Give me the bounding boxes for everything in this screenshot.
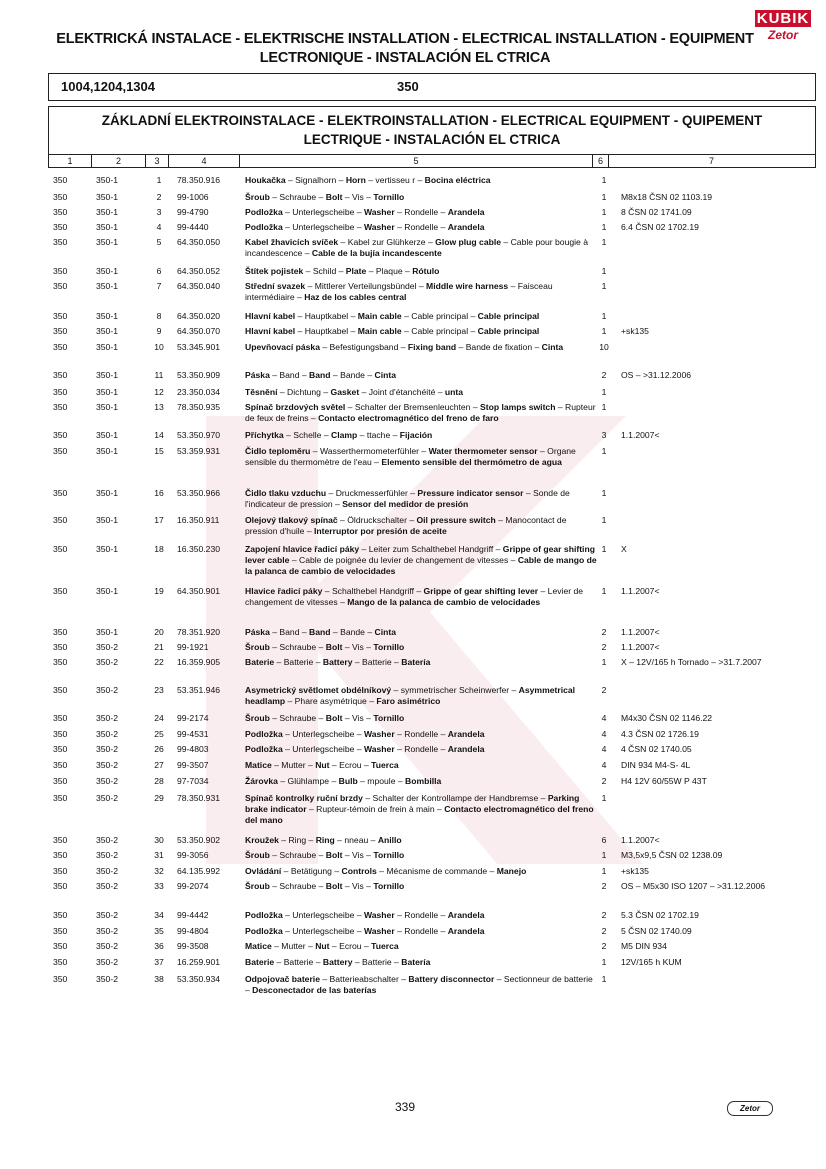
cell-description: Podložka – Unterlegscheibe – Washer – Rondelle – Arandela <box>245 926 485 936</box>
cell-note: 4.3 ČSN 02 1726.19 <box>621 729 699 739</box>
cell-position: 12 <box>154 387 164 397</box>
cell-part-number: 99-4804 <box>177 926 209 936</box>
cell-group: 350 <box>53 926 68 936</box>
cell-quantity: 1 <box>601 793 607 803</box>
column-header-3: 3 <box>146 155 169 167</box>
cell-description: Střední svazek – Mittlerer Verteilungsbündel – Middle wire harness – Faisceau intermédiaire – Haz de los cables central <box>245 281 553 302</box>
header-title-line1: ELEKTRICKÁ INSTALACE - ELEKTRISCHE INSTALLATION - ELECTRICAL INSTALLATION - EQUIPMENT <box>56 31 754 47</box>
cell-quantity: 1 <box>601 222 607 232</box>
cell-position: 5 <box>156 237 162 247</box>
cell-position: 30 <box>154 835 164 845</box>
cell-description: Kroužek – Ring – Ring – nneau – Anillo <box>245 835 402 845</box>
cell-subgroup: 350-2 <box>96 776 118 786</box>
cell-description: Matice – Mutter – Nut – Ecrou – Tuerca <box>245 941 399 951</box>
cell-note: M3,5x9,5 ČSN 02 1238.09 <box>621 850 723 860</box>
cell-subgroup: 350-2 <box>96 974 118 984</box>
cell-quantity: 1 <box>601 192 607 202</box>
cell-description: Štítek pojistek – Schild – Plate – Plaque – Rótulo <box>245 266 440 276</box>
cell-note: DIN 934 M4-S- 4L <box>621 760 691 770</box>
cell-quantity: 2 <box>601 685 607 695</box>
cell-group: 350 <box>53 627 68 637</box>
cell-part-number: 99-4790 <box>177 207 209 217</box>
cell-group: 350 <box>53 222 68 232</box>
cell-quantity: 4 <box>601 729 607 739</box>
cell-group: 350 <box>53 281 68 291</box>
cell-part-number: 78.350.916 <box>177 175 221 185</box>
cell-note: X – 12V/165 h Tornado – >31.7.2007 <box>621 657 762 667</box>
cell-description: Těsnění – Dichtung – Gasket – Joint d'étanchéité – unta <box>245 387 464 397</box>
section-title-box <box>48 106 816 155</box>
cell-note: +sk135 <box>621 326 649 336</box>
cell-group: 350 <box>53 744 68 754</box>
section-title-line2: LECTRIQUE - INSTALACIÓN EL CTRICA <box>303 132 561 147</box>
cell-part-number: 64.350.901 <box>177 586 221 596</box>
cell-position: 15 <box>154 446 164 456</box>
cell-note: M5 DIN 934 <box>621 941 667 951</box>
cell-part-number: 99-2174 <box>177 713 209 723</box>
cell-quantity: 10 <box>599 342 609 352</box>
cell-group: 350 <box>53 192 68 202</box>
page-number: 339 <box>395 1100 416 1114</box>
cell-quantity: 1 <box>601 657 607 667</box>
cell-subgroup: 350-1 <box>96 237 118 247</box>
cell-group: 350 <box>53 175 68 185</box>
cell-position: 35 <box>154 926 164 936</box>
section-title-line1: ZÁKLADNÍ ELEKTROINSTALACE - ELEKTROINSTALLATION - ELECTRICAL EQUIPMENT - QUIPEMENT <box>101 113 763 128</box>
cell-quantity: 1 <box>601 586 607 596</box>
cell-part-number: 16.350.911 <box>177 515 220 525</box>
cell-description: Podložka – Unterlegscheibe – Washer – Rondelle – Arandela <box>245 910 485 920</box>
cell-position: 31 <box>154 850 164 860</box>
cell-description: Páska – Band – Band – Bande – Cinta <box>245 627 396 637</box>
cell-subgroup: 350-2 <box>96 881 118 891</box>
cell-description: Matice – Mutter – Nut – Ecrou – Tuerca <box>245 760 399 770</box>
cell-part-number: 53.350.934 <box>177 974 221 984</box>
cell-subgroup: 350-1 <box>96 387 118 397</box>
cell-subgroup: 350-1 <box>96 207 118 217</box>
cell-quantity: 2 <box>601 941 607 951</box>
cell-description: Podložka – Unterlegscheibe – Washer – Rondelle – Arandela <box>245 222 485 232</box>
cell-description: Šroub – Schraube – Bolt – Vis – Tornillo <box>245 713 405 723</box>
cell-note: 6.4 ČSN 02 1702.19 <box>621 222 699 232</box>
cell-description: Ovládání – Betätigung – Controls – Mécanisme de commande – Manejo <box>245 866 527 876</box>
cell-group: 350 <box>53 835 68 845</box>
cell-quantity: 2 <box>601 370 607 380</box>
cell-group: 350 <box>53 326 68 336</box>
kubik-zetor-logo <box>755 10 811 46</box>
cell-group: 350 <box>53 850 68 860</box>
cell-group: 350 <box>53 729 68 739</box>
cell-part-number: 99-3508 <box>177 941 209 951</box>
cell-part-number: 64.135.992 <box>177 866 221 876</box>
cell-subgroup: 350-2 <box>96 642 118 652</box>
cell-note: X <box>621 544 627 554</box>
cell-description: Spínač brzdových světel – Schalter der Bremsenleuchten – Stop lamps switch – Rupteur de feux de freins – Contacto electromagnético del freno de faro <box>245 402 596 423</box>
cell-position: 7 <box>156 281 162 291</box>
cell-group: 350 <box>53 881 68 891</box>
cell-position: 24 <box>154 713 164 723</box>
cell-group: 350 <box>53 793 68 803</box>
cell-group: 350 <box>53 430 68 440</box>
cell-description: Páska – Band – Band – Bande – Cinta <box>245 370 396 380</box>
cell-group: 350 <box>53 207 68 217</box>
cell-note: OS – M5x30 ISO 1207 – >31.12.2006 <box>621 881 766 891</box>
cell-group: 350 <box>53 642 68 652</box>
cell-part-number: 99-3056 <box>177 850 209 860</box>
cell-subgroup: 350-1 <box>96 430 118 440</box>
cell-subgroup: 350-1 <box>96 342 118 352</box>
cell-description: Hlavní kabel – Hauptkabel – Main cable – Cable principal – Cable principal <box>245 326 540 336</box>
cell-note: 8 ČSN 02 1741.09 <box>621 207 692 217</box>
column-header-1: 1 <box>49 155 92 167</box>
cell-position: 37 <box>154 957 164 967</box>
cell-description: Šroub – Schraube – Bolt – Vis – Tornillo <box>245 850 405 860</box>
cell-note: M4x30 ČSN 02 1146.22 <box>621 713 713 723</box>
group-number: 350 <box>397 79 419 94</box>
cell-subgroup: 350-2 <box>96 957 118 967</box>
cell-quantity: 2 <box>601 926 607 936</box>
cell-note: 1.1.2007< <box>621 430 660 440</box>
cell-description: Podložka – Unterlegscheibe – Washer – Rondelle – Arandela <box>245 207 485 217</box>
cell-part-number: 53.350.909 <box>177 370 221 380</box>
cell-note: 1.1.2007< <box>621 627 660 637</box>
cell-description: Upevňovací páska – Befestigungsband – Fixing band – Bande de fixation – Cinta <box>245 342 564 352</box>
cell-group: 350 <box>53 488 68 498</box>
cell-quantity: 1 <box>601 974 607 984</box>
cell-subgroup: 350-1 <box>96 488 118 498</box>
cell-position: 11 <box>154 370 164 380</box>
cell-subgroup: 350-2 <box>96 729 118 739</box>
cell-subgroup: 350-2 <box>96 685 118 695</box>
cell-quantity: 1 <box>601 175 607 185</box>
cell-group: 350 <box>53 237 68 247</box>
cell-quantity: 1 <box>601 207 607 217</box>
cell-subgroup: 350-2 <box>96 910 118 920</box>
cell-part-number: 53.350.970 <box>177 430 221 440</box>
cell-part-number: 99-4442 <box>177 910 209 920</box>
cell-subgroup: 350-1 <box>96 544 118 554</box>
cell-part-number: 64.350.070 <box>177 326 221 336</box>
cell-position: 9 <box>156 326 162 336</box>
cell-group: 350 <box>53 713 68 723</box>
column-header-7: 7 <box>708 156 714 166</box>
cell-group: 350 <box>53 685 68 695</box>
cell-part-number: 78.350.935 <box>177 402 221 412</box>
header-title-line2: LECTRONIQUE - INSTALACIÓN EL CTRICA <box>259 50 551 66</box>
cell-quantity: 1 <box>601 402 607 412</box>
cell-quantity: 2 <box>601 910 607 920</box>
cell-position: 3 <box>156 207 162 217</box>
cell-position: 2 <box>156 192 162 202</box>
cell-position: 28 <box>154 776 164 786</box>
cell-part-number: 16.350.230 <box>177 544 221 554</box>
cell-description: Baterie – Batterie – Battery – Batterie – Batería <box>245 957 431 967</box>
cell-subgroup: 350-2 <box>96 657 118 667</box>
cell-note: 5 ČSN 02 1740.09 <box>621 926 692 936</box>
cell-subgroup: 350-2 <box>96 835 118 845</box>
cell-description: Baterie – Batterie – Battery – Batterie – Batería <box>245 657 431 667</box>
cell-group: 350 <box>53 515 68 525</box>
cell-position: 17 <box>154 515 164 525</box>
zetor-logo-text: Zetor <box>768 28 798 42</box>
cell-part-number: 16.359.905 <box>177 657 221 667</box>
cell-note: +sk135 <box>621 866 649 876</box>
cell-quantity: 1 <box>601 850 607 860</box>
cell-position: 14 <box>154 430 164 440</box>
cell-description: Podložka – Unterlegscheibe – Washer – Rondelle – Arandela <box>245 729 485 739</box>
cell-position: 33 <box>154 881 164 891</box>
cell-part-number: 53.359.931 <box>177 446 221 456</box>
cell-description: Zapojení hlavice řadicí páky – Leiter zum Schalthebel Handgriff – Grippe of gear shifting lever cable – Cable de poignée du levier de changement de vitesses – Cable de mango de la palanca de cambio de velocidades <box>245 544 597 576</box>
cell-description: Šroub – Schraube – Bolt – Vis – Tornillo <box>245 642 405 652</box>
cell-quantity: 1 <box>601 446 607 456</box>
cell-subgroup: 350-1 <box>96 222 118 232</box>
cell-part-number: 99-4531 <box>177 729 209 739</box>
cell-description: Spínač kontrolky ruční brzdy – Schalter der Kontrollampe der Handbremse – Parking brake indicator – Rupteur-témoin de frein à main – Contacto electromagnético del freno del mano <box>245 793 594 825</box>
cell-group: 350 <box>53 370 68 380</box>
cell-part-number: 23.350.034 <box>177 387 221 397</box>
cell-note: OS – >31.12.2006 <box>621 370 692 380</box>
cell-part-number: 99-3507 <box>177 760 209 770</box>
cell-position: 1 <box>156 175 162 185</box>
cell-group: 350 <box>53 311 68 321</box>
cell-part-number: 99-1006 <box>177 192 209 202</box>
cell-position: 25 <box>154 729 164 739</box>
cell-subgroup: 350-2 <box>96 926 118 936</box>
cell-description: Příchytka – Schelle – Clamp – ttache – Fijación <box>245 430 433 440</box>
cell-note: 1.1.2007< <box>621 586 660 596</box>
cell-position: 23 <box>154 685 164 695</box>
kubik-logo-text: KUBIK <box>756 10 810 27</box>
cell-subgroup: 350-1 <box>96 266 118 276</box>
cell-note: 1.1.2007< <box>621 835 660 845</box>
cell-part-number: 64.350.040 <box>177 281 221 291</box>
cell-description: Asymetrický světlomet obdélníkový – symmetrischer Scheinwerfer – Asymmetrical headlamp – Phare asymétrique – Faro asimétrico <box>245 685 576 706</box>
models-label: 1004,1204,1304 <box>61 79 155 94</box>
cell-description: Čidlo tlaku vzduchu – Druckmesserfühler – Pressure indicator sensor – Sonde de l'indicateur de pression – Sensor del medidor de presión <box>245 488 570 509</box>
cell-quantity: 2 <box>601 881 607 891</box>
cell-quantity: 4 <box>601 744 607 754</box>
cell-subgroup: 350-2 <box>96 760 118 770</box>
cell-subgroup: 350-1 <box>96 192 118 202</box>
cell-group: 350 <box>53 866 68 876</box>
cell-subgroup: 350-1 <box>96 627 118 637</box>
cell-group: 350 <box>53 266 68 276</box>
cell-position: 26 <box>154 744 164 754</box>
cell-quantity: 1 <box>601 266 607 276</box>
cell-group: 350 <box>53 342 68 352</box>
cell-quantity: 4 <box>601 760 607 770</box>
cell-description: Houkačka – Signalhorn – Horn – vertisseu r – Bocina eléctrica <box>245 175 491 185</box>
cell-note: H4 12V 60/55W P 43T <box>621 776 707 786</box>
cell-subgroup: 350-2 <box>96 793 118 803</box>
cell-note: 5.3 ČSN 02 1702.19 <box>621 910 699 920</box>
cell-group: 350 <box>53 544 68 554</box>
cell-quantity: 1 <box>601 957 607 967</box>
cell-group: 350 <box>53 941 68 951</box>
column-header-4: 4 <box>169 155 240 167</box>
cell-subgroup: 350-1 <box>96 515 118 525</box>
column-header-2: 2 <box>92 155 146 167</box>
cell-subgroup: 350-2 <box>96 744 118 754</box>
cell-quantity: 6 <box>601 835 607 845</box>
column-header-row <box>48 154 816 168</box>
cell-quantity: 1 <box>601 281 607 291</box>
cell-position: 36 <box>154 941 164 951</box>
cell-position: 38 <box>154 974 164 984</box>
cell-description: Podložka – Unterlegscheibe – Washer – Rondelle – Arandela <box>245 744 485 754</box>
cell-part-number: 53.350.902 <box>177 835 221 845</box>
cell-part-number: 64.350.050 <box>177 237 221 247</box>
cell-description: Hlavní kabel – Hauptkabel – Main cable – Cable principal – Cable principal <box>245 311 540 321</box>
cell-part-number: 99-4803 <box>177 744 209 754</box>
cell-position: 22 <box>154 657 164 667</box>
cell-position: 6 <box>156 266 162 276</box>
cell-subgroup: 350-2 <box>96 866 118 876</box>
cell-quantity: 1 <box>601 387 607 397</box>
cell-quantity: 1 <box>601 326 607 336</box>
cell-subgroup: 350-2 <box>96 941 118 951</box>
cell-part-number: 16.259.901 <box>177 957 221 967</box>
cell-subgroup: 350-2 <box>96 850 118 860</box>
cell-quantity: 2 <box>601 627 607 637</box>
zetor-footer-logo: Zetor <box>727 1101 773 1116</box>
cell-position: 27 <box>154 760 164 770</box>
cell-note: 12V/165 h KUM <box>621 957 682 967</box>
cell-quantity: 1 <box>601 311 607 321</box>
cell-subgroup: 350-2 <box>96 713 118 723</box>
column-header-5: 5 <box>240 155 593 167</box>
cell-subgroup: 350-1 <box>96 175 118 185</box>
cell-subgroup: 350-1 <box>96 586 118 596</box>
cell-group: 350 <box>53 957 68 967</box>
cell-group: 350 <box>53 910 68 920</box>
cell-part-number: 64.350.052 <box>177 266 221 276</box>
cell-position: 16 <box>154 488 164 498</box>
cell-group: 350 <box>53 586 68 596</box>
cell-position: 29 <box>154 793 164 803</box>
cell-description: Čidlo teploměru – Wasserthermometerfühler – Water thermometer sensor – Organe sensible du thermomètre de l'eau – Elemento sensible del thermómetro de agua <box>245 446 576 467</box>
cell-quantity: 1 <box>601 544 607 554</box>
cell-part-number: 53.351.946 <box>177 685 221 695</box>
cell-description: Odpojovač baterie – Batterieabschalter – Battery disconnector – Sectionneur de batterie – Desconectador de las baterías <box>245 974 593 995</box>
cell-part-number: 78.350.931 <box>177 793 221 803</box>
cell-part-number: 97-7034 <box>177 776 209 786</box>
cell-quantity: 1 <box>601 237 607 247</box>
cell-part-number: 78.351.920 <box>177 627 221 637</box>
cell-group: 350 <box>53 402 68 412</box>
cell-group: 350 <box>53 760 68 770</box>
cell-description: Kabel žhavicích svíček – Kabel zur Glühkerze – Glow plug cable – Cable pour bougie à incandescence – Cable de la bujía incandescente <box>245 237 589 258</box>
cell-description: Šroub – Schraube – Bolt – Vis – Tornillo <box>245 192 405 202</box>
column-header-6: 6 <box>593 155 609 167</box>
cell-position: 18 <box>154 544 164 554</box>
cell-position: 4 <box>156 222 162 232</box>
cell-description: Žárovka – Glühlampe – Bulb – mpoule – Bombilla <box>245 776 442 786</box>
cell-subgroup: 350-1 <box>96 402 118 412</box>
cell-position: 20 <box>154 627 164 637</box>
cell-part-number: 53.350.966 <box>177 488 221 498</box>
cell-group: 350 <box>53 657 68 667</box>
cell-group: 350 <box>53 974 68 984</box>
cell-position: 8 <box>156 311 162 321</box>
models-box <box>48 73 816 101</box>
cell-part-number: 99-4440 <box>177 222 209 232</box>
cell-part-number: 64.350.020 <box>177 311 221 321</box>
cell-position: 21 <box>154 642 164 652</box>
cell-subgroup: 350-1 <box>96 326 118 336</box>
cell-quantity: 1 <box>601 515 607 525</box>
page-header-title <box>40 30 770 68</box>
cell-description: Olejový tlakový spínač – Öldruckschalter – Oil pressure switch – Manocontact de pression d'huile – Interruptor por presión de aceite <box>245 515 567 536</box>
cell-quantity: 2 <box>601 776 607 786</box>
cell-quantity: 2 <box>601 642 607 652</box>
cell-note: 1.1.2007< <box>621 642 660 652</box>
cell-subgroup: 350-1 <box>96 446 118 456</box>
cell-quantity: 1 <box>601 866 607 876</box>
cell-part-number: 99-1921 <box>177 642 209 652</box>
cell-note: 4 ČSN 02 1740.05 <box>621 744 692 754</box>
cell-part-number: 53.345.901 <box>177 342 221 352</box>
section-title <box>49 107 815 149</box>
cell-subgroup: 350-1 <box>96 281 118 291</box>
cell-quantity: 1 <box>601 488 607 498</box>
cell-description: Šroub – Schraube – Bolt – Vis – Tornillo <box>245 881 405 891</box>
cell-description: Hlavice řadicí páky – Schalthebel Handgriff – Grippe of gear shifting lever – Levier de changement de vitesses – Mango de la palanca de cambio de velocidades <box>245 586 584 607</box>
cell-position: 34 <box>154 910 164 920</box>
cell-quantity: 3 <box>601 430 607 440</box>
cell-group: 350 <box>53 776 68 786</box>
cell-position: 13 <box>154 402 164 412</box>
cell-part-number: 99-2074 <box>177 881 209 891</box>
cell-position: 32 <box>154 866 164 876</box>
cell-group: 350 <box>53 446 68 456</box>
cell-group: 350 <box>53 387 68 397</box>
cell-position: 10 <box>154 342 164 352</box>
cell-position: 19 <box>154 586 164 596</box>
cell-subgroup: 350-1 <box>96 311 118 321</box>
cell-quantity: 4 <box>601 713 607 723</box>
cell-note: M8x18 ČSN 02 1103.19 <box>621 192 713 202</box>
cell-subgroup: 350-1 <box>96 370 118 380</box>
